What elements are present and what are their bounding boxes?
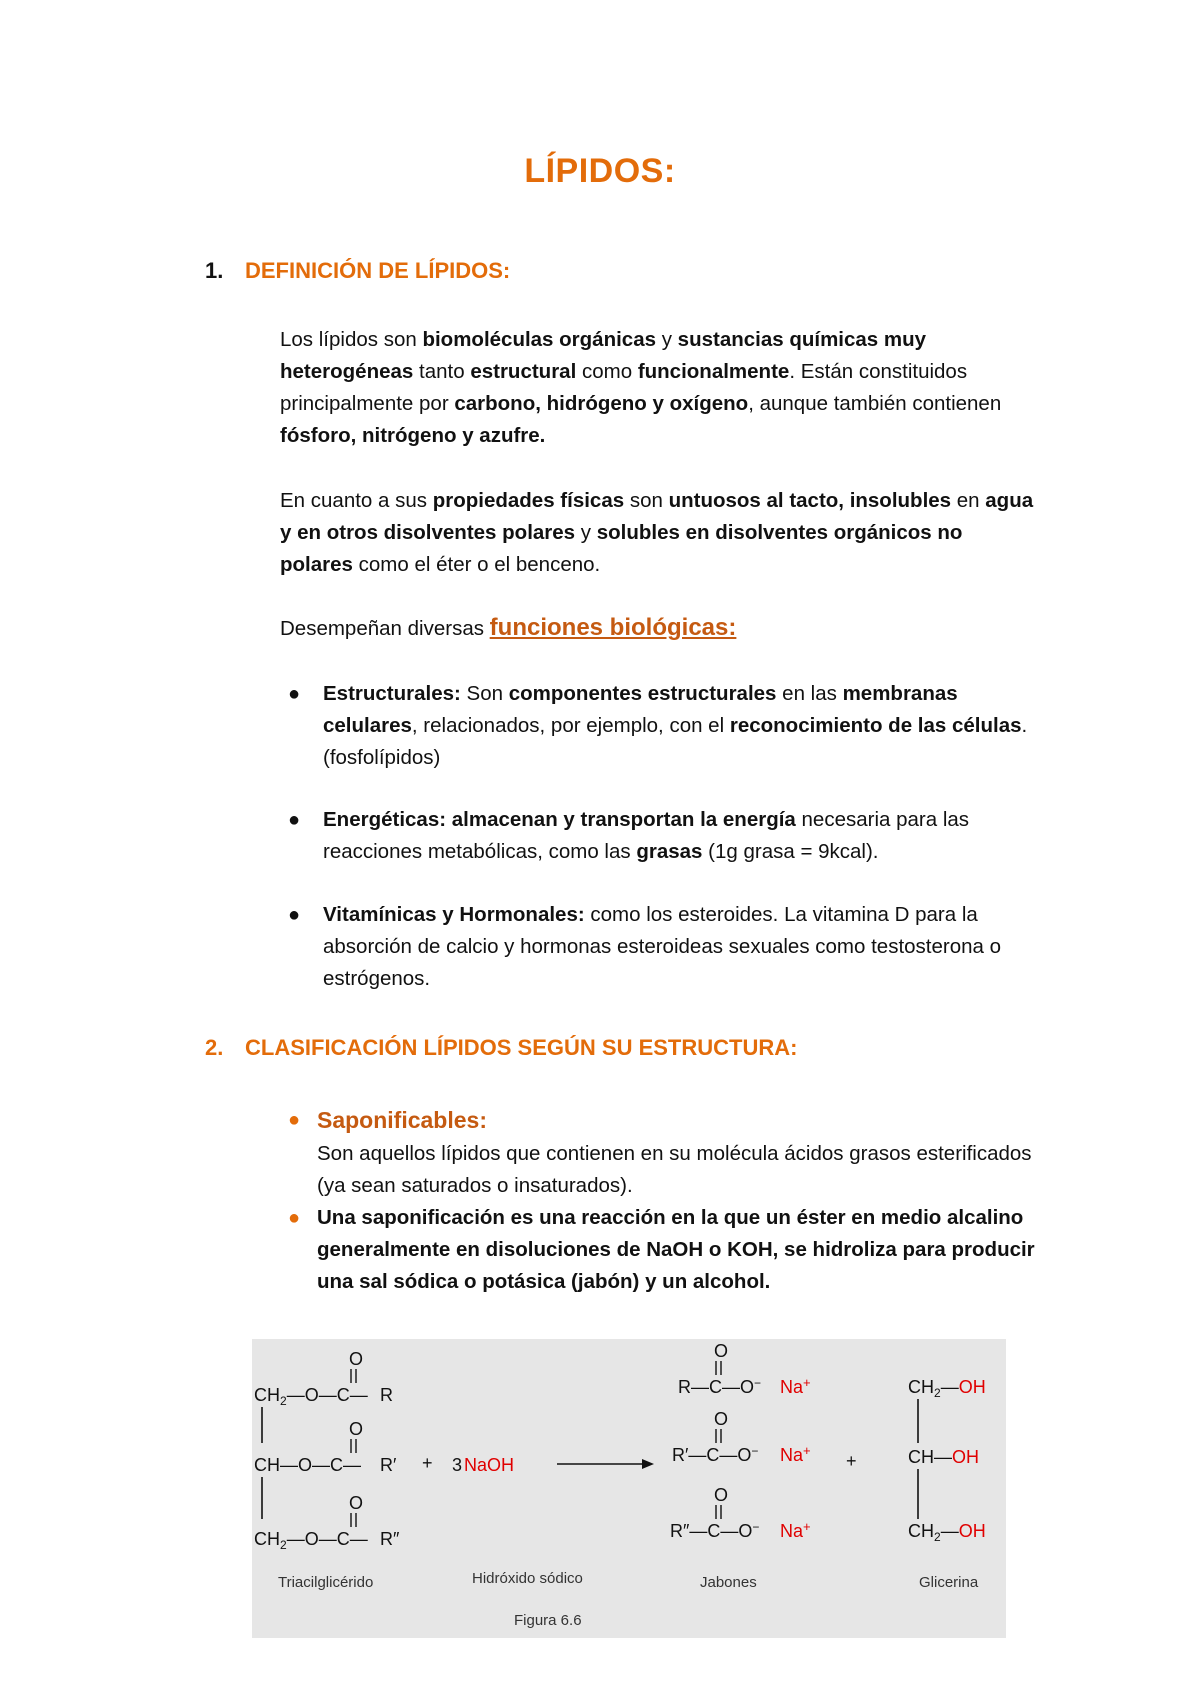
soaps-label: Jabones <box>700 1574 757 1591</box>
text-run: y <box>656 328 678 351</box>
functions-list-2 <box>280 804 1040 868</box>
bold-text-run: membranas celulares <box>323 682 958 737</box>
function-item-energetic <box>280 804 1040 868</box>
svg-text:R—C—O−: R—C—O− <box>678 1376 762 1397</box>
bold-text-run: untuosos al tacto, insolubles <box>668 489 952 512</box>
oxygen-label: O <box>714 1485 729 1505</box>
text-run: tanto <box>413 360 471 383</box>
bold-text-run: Estructurales: <box>323 682 461 705</box>
saponifiable-text: Son aquellos lípidos que contienen en su molécula ácidos grasos esterificados (ya sean saturados o insaturados). <box>317 1142 1032 1197</box>
section-2-title: CLASIFICACIÓN LÍPIDOS SEGÚN SU ESTRUCTURA: <box>245 1035 798 1060</box>
functions-list-3 <box>280 899 1040 995</box>
hydroxide-label: Hidróxido sódico <box>472 1570 583 1587</box>
text-run: como el éter o el benceno. <box>352 553 601 576</box>
bold-text-run: solubles en disolventes orgánicos no polares <box>280 521 963 576</box>
classification-list <box>280 1104 1040 1298</box>
functions-list <box>280 678 1040 804</box>
text-run: en <box>951 489 986 512</box>
bold-text-run: componentes estructurales <box>508 682 777 705</box>
triacylglyceride-structure <box>254 1349 400 1552</box>
bold-text-run: fósforo, nitrógeno y azufre. <box>280 424 546 447</box>
functions-intro-text: Desempeñan diversas <box>280 617 490 640</box>
saponification-item <box>280 1202 1040 1298</box>
bullet-icon: ● <box>288 809 301 831</box>
saponifiable-item <box>280 1104 1040 1202</box>
oxygen-label: O <box>714 1409 729 1429</box>
text-run: son <box>624 489 669 512</box>
oxygen-label: O <box>714 1341 729 1361</box>
bold-text-run: carbono, hidrógeno y oxígeno <box>454 392 749 415</box>
text-run: en las <box>776 682 843 705</box>
plus-sign: + <box>422 1453 433 1473</box>
bullet-icon: ● <box>288 904 301 926</box>
functions-link[interactable]: funciones biológicas: <box>489 614 737 641</box>
bold-text-run: propiedades físicas <box>432 489 625 512</box>
section-1-number: 1. <box>205 258 224 283</box>
properties-paragraph <box>280 485 1040 581</box>
saponification-figure <box>252 1339 1006 1638</box>
bold-text-run: biomoléculas orgánicas <box>422 328 657 351</box>
bold-text-run: estructural <box>470 360 577 383</box>
section-2-heading <box>205 1035 797 1061</box>
text-run: , relacionados, por ejemplo, con el <box>411 714 730 737</box>
soap-structures <box>670 1341 811 1541</box>
naoh-label: NaOH <box>464 1455 515 1475</box>
bullet-icon: ● <box>288 683 301 705</box>
svg-text:CH—O—C—: CH—O—C— <box>254 1455 361 1475</box>
bold-text-run: sustancias químicas muy heterogéneas <box>280 328 927 383</box>
section-1-title: DEFINICIÓN DE LÍPIDOS: <box>245 258 511 283</box>
text-run: y <box>575 521 597 544</box>
text-run: (1g grasa = 9kcal). <box>702 840 879 863</box>
text-run: . (fosfolípidos) <box>323 714 1028 769</box>
text-run: En cuanto a sus <box>280 489 433 512</box>
bold-text-run: agua y en otros disolventes polares <box>280 489 1034 544</box>
svg-text:CH2—O—C—: $CH_2—O—C—$ <box>254 1529 368 1552</box>
saponifiable-title: Saponificables: <box>317 1107 487 1133</box>
text-run: como los esteroides. La vitamina D para la absorción de calcio y hormonas esteroideas sexuales como testosterona o estrógenos. <box>323 903 1002 990</box>
group-r1: R <box>380 1385 393 1405</box>
svg-text:R″—C—O−: R″—C—O− <box>670 1520 760 1541</box>
svg-text:CH2—O—C—: $CH_2—O—C—$ <box>254 1385 368 1408</box>
definition-paragraph <box>280 324 1040 452</box>
group-r3: R″ <box>380 1529 400 1549</box>
text-run: como <box>576 360 638 383</box>
text-run: , aunque también contienen <box>748 392 1002 415</box>
function-item-hormonal <box>280 899 1040 995</box>
svg-text:Na+: Na+ <box>780 1519 811 1541</box>
triacylglyceride-label: Triacilglicérido <box>278 1574 374 1591</box>
section-2-number: 2. <box>205 1035 224 1060</box>
oxygen-label: O <box>349 1493 364 1513</box>
plus-sign: + <box>846 1451 857 1471</box>
text-run: necesaria para las reacciones metabólicas, como las <box>323 808 970 863</box>
bold-text-run: Vitamínicas y Hormonales: <box>323 903 585 926</box>
bullet-icon: ● <box>288 1207 301 1229</box>
section-1-heading <box>205 258 510 284</box>
svg-text:CH2—OH: $CH_2—OH$ <box>908 1521 986 1544</box>
function-item-structural <box>280 678 1040 774</box>
svg-text:CH—OH: CH—OH <box>908 1447 979 1467</box>
reaction-diagram <box>252 1339 1006 1638</box>
oxygen-label: O <box>349 1349 364 1369</box>
bold-text-run: reconocimiento de las células <box>729 714 1022 737</box>
glycerin-structure <box>908 1377 986 1544</box>
svg-text:R′—C—O−: R′—C—O− <box>672 1444 759 1465</box>
naoh-coefficient: 3 <box>452 1455 463 1475</box>
group-r2: R′ <box>380 1455 397 1475</box>
text-run: Los lípidos son <box>280 328 423 351</box>
bullet-icon: ● <box>288 1109 301 1131</box>
bold-text-run: grasas <box>636 840 703 863</box>
svg-text:CH2—OH: $CH_2—OH$ <box>908 1377 986 1400</box>
arrow-head-icon <box>642 1459 654 1469</box>
page-title: LÍPIDOS: <box>524 152 676 190</box>
bold-text-run: funcionalmente <box>637 360 790 383</box>
glycerin-label: Glicerina <box>919 1574 979 1591</box>
figure-caption: Figura 6.6 <box>514 1612 582 1629</box>
bold-text-run: Energéticas: almacenan y transportan la energía <box>323 808 796 831</box>
text-run: . Están constituidos principalmente por <box>280 360 968 415</box>
oxygen-label: O <box>349 1419 364 1439</box>
svg-text:Na+: Na+ <box>780 1443 811 1465</box>
svg-text:Na+: Na+ <box>780 1375 811 1397</box>
functions-intro <box>280 612 1040 645</box>
text-run: Son <box>460 682 509 705</box>
saponification-text: Una saponificación es una reacción en la que un éster en medio alcalino generalmente en disoluciones de NaOH o KOH, se hidroliza para producir una sal sódica o potásica (jabón) y un alcohol. <box>317 1206 1035 1293</box>
